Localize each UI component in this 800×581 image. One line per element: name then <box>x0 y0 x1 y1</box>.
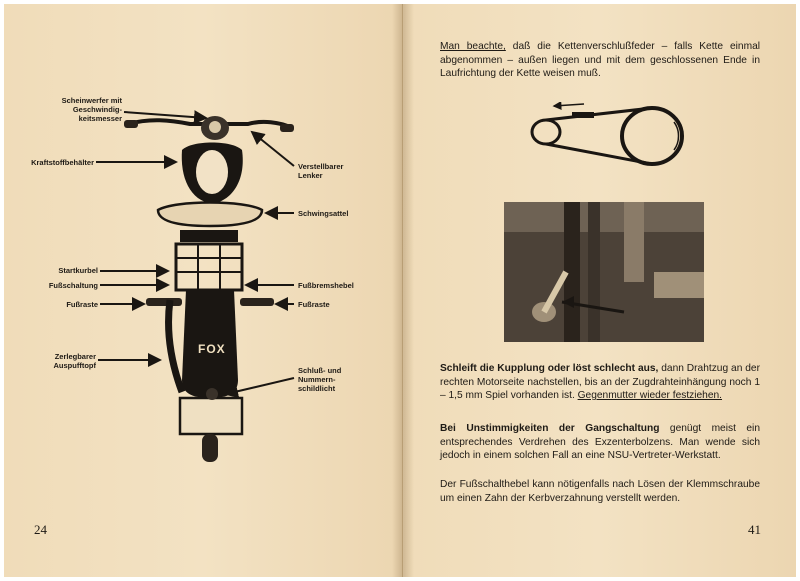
page-number-left: 24 <box>34 522 47 537</box>
label-handlebar: Verstellbarer Lenker <box>298 162 344 180</box>
para3-lead: Bei Unstimmigkeiten der Gangschaltung <box>440 423 660 434</box>
license-plate-drawing <box>180 398 242 434</box>
label-saddle: Schwingsattel <box>298 209 349 218</box>
paragraph-clutch <box>440 362 760 403</box>
para2-mid: dann Drahtzug an der rechten Motorseite nachstellen, bis an der Zugdrahteinhängung noch 1 – 1,5 mm Spiel vorhanden ist. <box>440 363 760 401</box>
label-footrest-right: Fußraste <box>298 300 330 309</box>
label-kickstarter: Startkurbel <box>58 266 98 275</box>
chain-diagram <box>524 102 704 172</box>
para2-lead: Schleift die Kupplung oder löst schlecht aus, <box>440 363 659 374</box>
rear-wheel-drawing <box>202 434 218 462</box>
label-footrest-left: Fußraste <box>66 300 98 309</box>
label-fuel-tank: Kraftstoffbehälter <box>31 158 94 167</box>
para4-text: Der Fußschalthebel kann nötigenfalls nach Lösen der Klemmschraube um einen Zahn der Kerbverzahnung verstellt werden. <box>440 479 760 504</box>
paragraph-shift-lever <box>440 478 760 505</box>
label-brake-pedal: Fußbremshebel <box>298 281 354 290</box>
para1-lead: Man beachte, <box>440 41 506 52</box>
label-tail-light: Schluß- und Nummern- schildlicht <box>298 366 342 393</box>
label-gearshift: Fußschaltung <box>48 281 98 290</box>
para3-rest: genügt meist ein entsprechendes Verdrehen des Exzenterbolzens. Man wende sich jedoch in einem solchen Fall an eine NSU-Vertreter-Werkstatt. <box>440 423 760 461</box>
paragraph-chain-lock <box>440 40 760 81</box>
page-number-right: 41 <box>748 522 761 537</box>
label-headlight: Scheinwerfer mit Geschwindig- keitsmesser <box>61 96 122 123</box>
clutch-photo <box>504 202 704 342</box>
para2-tail: Gegenmutter wieder festziehen. <box>577 390 723 401</box>
bike-badge: FOX <box>198 342 226 356</box>
para1-rest: daß die Kettenverschlußfeder – falls Kette einmal abgenommen – außen liegen und mit dem geschlossenen Ende in Laufrichtung der Kette weisen muß. <box>440 41 760 79</box>
paragraph-gearshift <box>440 422 760 463</box>
label-muffler: Zerlegbarer Auspufftopf <box>53 352 96 370</box>
muffler-drawing <box>169 300 183 392</box>
saddle-drawing <box>158 203 262 227</box>
